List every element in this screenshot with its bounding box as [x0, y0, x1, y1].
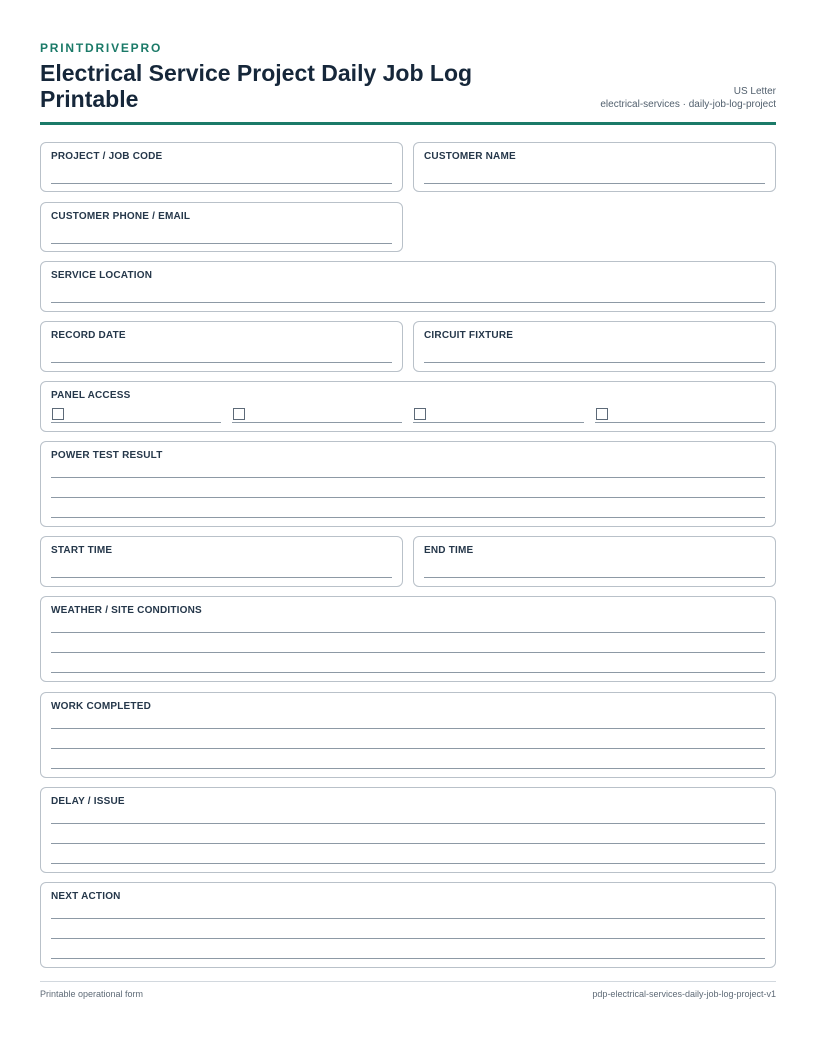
write-line	[51, 302, 765, 303]
write-line	[51, 768, 765, 769]
write-line	[51, 183, 392, 184]
next-action-label: NEXT ACTION	[51, 891, 121, 902]
panel-access-label: PANEL ACCESS	[51, 390, 131, 401]
service-location-field[interactable]	[40, 261, 776, 312]
write-line	[595, 422, 765, 423]
write-line	[51, 843, 765, 844]
write-line	[51, 748, 765, 749]
panel-access-option-1[interactable]	[51, 407, 221, 423]
record-date-field[interactable]	[40, 321, 403, 372]
checkbox[interactable]	[596, 408, 608, 420]
checkbox[interactable]	[233, 408, 245, 420]
start-time-field[interactable]	[40, 536, 403, 587]
write-line	[424, 577, 765, 578]
write-line	[51, 517, 765, 518]
write-line	[51, 577, 392, 578]
delay-issue-label: DELAY / ISSUE	[51, 796, 125, 807]
write-line	[424, 183, 765, 184]
document-slug: electrical-services · daily-job-log-project	[600, 99, 776, 110]
write-line	[51, 497, 765, 498]
record-date-label: RECORD DATE	[51, 330, 126, 341]
checkbox[interactable]	[414, 408, 426, 420]
header-divider	[40, 122, 776, 125]
write-line	[424, 362, 765, 363]
write-line	[51, 672, 765, 673]
panel-access-option-3[interactable]	[413, 407, 584, 423]
footer-caption: Printable operational form	[40, 989, 144, 999]
power-test-result-field[interactable]	[40, 441, 776, 527]
write-line	[51, 477, 765, 478]
next-action-field[interactable]	[40, 882, 776, 968]
write-line	[413, 422, 584, 423]
checkbox[interactable]	[52, 408, 64, 420]
write-line	[51, 652, 765, 653]
power-test-result-label: POWER TEST RESULT	[51, 450, 163, 461]
panel-access-options	[51, 407, 765, 423]
customer-contact-label: CUSTOMER PHONE / EMAIL	[51, 211, 191, 222]
project-job-code-field[interactable]	[40, 142, 403, 192]
weather-site-conditions-field[interactable]	[40, 596, 776, 682]
write-line	[51, 728, 765, 729]
delay-issue-field[interactable]	[40, 787, 776, 873]
footer-divider	[40, 981, 776, 982]
brand-name: PRINTDRIVEPRO	[40, 41, 163, 55]
project-job-code-label: PROJECT / JOB CODE	[51, 151, 163, 162]
form-id: pdp-electrical-services-daily-job-log-project-v1	[592, 989, 776, 999]
page-title: Electrical Service Project Daily Job Log Printable	[40, 60, 473, 112]
form-page	[40, 0, 776, 1056]
write-line	[51, 958, 765, 959]
panel-access-field	[40, 381, 776, 432]
paper-size: US Letter	[733, 86, 776, 97]
customer-name-field[interactable]	[413, 142, 776, 192]
write-line	[51, 823, 765, 824]
write-line	[51, 632, 765, 633]
write-line	[51, 243, 392, 244]
panel-access-option-4[interactable]	[595, 407, 765, 423]
write-line	[51, 938, 765, 939]
start-time-label: START TIME	[51, 545, 113, 556]
circuit-fixture-label: CIRCUIT FIXTURE	[424, 330, 514, 341]
end-time-field[interactable]	[413, 536, 776, 587]
end-time-label: END TIME	[424, 545, 474, 556]
work-completed-label: WORK COMPLETED	[51, 701, 152, 712]
service-location-label: SERVICE LOCATION	[51, 270, 153, 281]
write-line	[51, 362, 392, 363]
work-completed-field[interactable]	[40, 692, 776, 778]
write-line	[51, 422, 221, 423]
write-line	[232, 422, 402, 423]
customer-name-label: CUSTOMER NAME	[424, 151, 516, 162]
write-line	[51, 918, 765, 919]
document-meta	[600, 85, 776, 111]
write-line	[51, 863, 765, 864]
customer-contact-field[interactable]	[40, 202, 403, 252]
weather-site-conditions-label: WEATHER / SITE CONDITIONS	[51, 605, 202, 616]
panel-access-option-2[interactable]	[232, 407, 402, 423]
circuit-fixture-field[interactable]	[413, 321, 776, 372]
